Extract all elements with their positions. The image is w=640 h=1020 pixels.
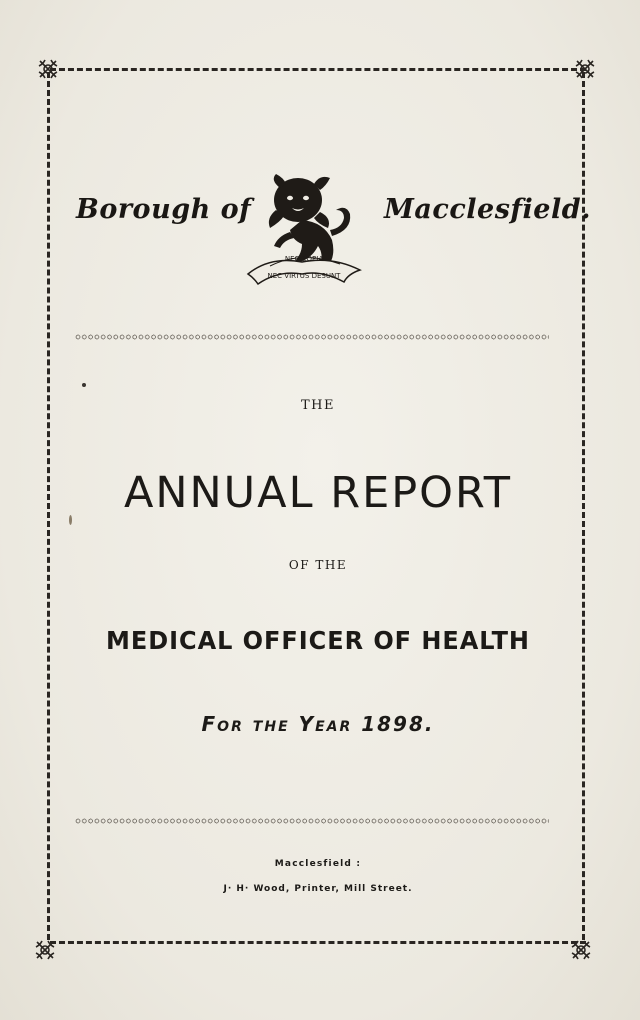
corner-ornament-icon [37,58,59,80]
border-top [50,68,586,71]
borough-header [70,170,591,295]
ornamental-divider [75,818,549,824]
imprint-place: Macclesfield : [274,859,362,869]
motto-top: NEC COPIA [284,255,324,263]
corner-ornament-icon [34,939,56,961]
report-title: ANNUAL REPORT [123,468,513,518]
lion-crest-icon [240,170,370,292]
borough-label: Borough of [76,194,252,225]
report-subject: MEDICAL OFFICER OF HEALTH [106,626,530,655]
paper-speck [69,515,72,525]
corner-ornament-icon [574,58,596,80]
imprint-printer: J· H· Wood, Printer, Mill Street. [223,884,413,894]
town-name: Macclesfield. [384,194,591,225]
motto-bottom: NEC VIRTUS DESUNT [267,272,341,280]
corner-ornament-icon [570,939,592,961]
report-year: For the Year 1898. [201,712,435,736]
title-article: THE [301,398,335,413]
title-connector: OF THE [288,558,348,572]
ornamental-divider [75,334,549,340]
border-bottom [50,941,586,944]
paper-speck [82,383,86,387]
